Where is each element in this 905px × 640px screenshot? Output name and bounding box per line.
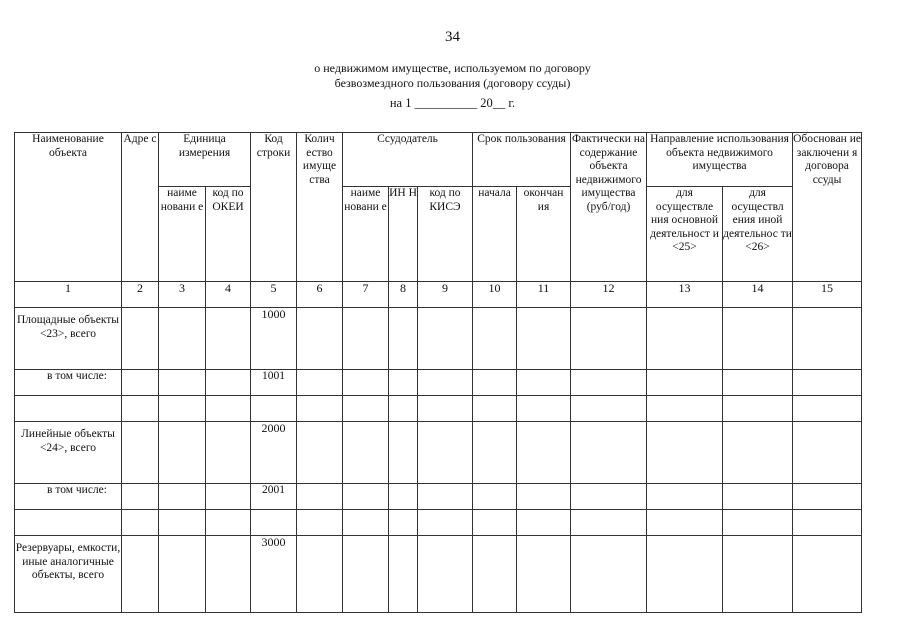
table-cell[interactable]: [297, 536, 343, 613]
table-cell[interactable]: [343, 484, 389, 510]
header-row-1: [15, 133, 862, 187]
table-cell[interactable]: [418, 510, 473, 536]
header-name: Наименование объекта: [15, 133, 122, 282]
table-cell[interactable]: [571, 396, 647, 422]
column-number: 4: [206, 282, 251, 308]
table-cell[interactable]: [793, 370, 862, 396]
row-code-1001: 1001: [251, 370, 297, 396]
table-cell[interactable]: [122, 510, 159, 536]
header-lender-name: наиме новани е: [343, 187, 389, 282]
subtitle-line-1: о недвижимом имуществе, используемом по договору: [314, 61, 591, 75]
column-number: 5: [251, 282, 297, 308]
header-unit-name: наиме новани е: [159, 187, 206, 282]
table-cell[interactable]: [793, 308, 862, 370]
table-cell[interactable]: [206, 536, 251, 613]
column-number: 1: [15, 282, 122, 308]
table-cell[interactable]: [343, 308, 389, 370]
table-cell[interactable]: [343, 510, 389, 536]
table-row: [15, 484, 862, 510]
table-cell[interactable]: [793, 484, 862, 510]
header-term-end: окончан ия: [517, 187, 571, 282]
column-number: 6: [297, 282, 343, 308]
table-cell[interactable]: [389, 308, 418, 370]
column-number: 13: [647, 282, 723, 308]
table-cell[interactable]: [343, 422, 389, 484]
table-cell[interactable]: [297, 396, 343, 422]
table-cell[interactable]: [793, 510, 862, 536]
table-cell[interactable]: [571, 308, 647, 370]
table-cell[interactable]: [206, 510, 251, 536]
row-label-including-2: в том числе:: [15, 484, 122, 510]
row-label-including-1: в том числе:: [15, 370, 122, 396]
table-cell[interactable]: [793, 536, 862, 613]
table-cell[interactable]: [571, 536, 647, 613]
column-number-row: [15, 282, 862, 308]
table-cell[interactable]: [647, 510, 723, 536]
table-cell[interactable]: [389, 370, 418, 396]
report-date-line: на 1 __________ 20__ г.: [389, 96, 516, 110]
table-cell[interactable]: [647, 536, 723, 613]
table-cell[interactable]: [517, 510, 571, 536]
table-cell[interactable]: [15, 396, 122, 422]
column-number: 8: [389, 282, 418, 308]
row-code-2001: 2001: [251, 484, 297, 510]
table-cell[interactable]: [473, 370, 517, 396]
table-cell[interactable]: [251, 510, 297, 536]
table-cell[interactable]: [159, 370, 206, 396]
table-cell[interactable]: [343, 536, 389, 613]
table-cell[interactable]: [159, 422, 206, 484]
table-cell[interactable]: [206, 484, 251, 510]
table-cell[interactable]: [389, 422, 418, 484]
table-row: [15, 308, 862, 370]
table-cell[interactable]: [473, 484, 517, 510]
table-cell[interactable]: [571, 510, 647, 536]
table-cell[interactable]: [297, 308, 343, 370]
table-cell[interactable]: [473, 422, 517, 484]
table-cell[interactable]: [418, 484, 473, 510]
table-cell[interactable]: [122, 308, 159, 370]
header-lender: Ссудодатель: [343, 133, 473, 187]
header-address: Адре с: [122, 133, 159, 282]
header-justification: Обоснован ие заключени я договора ссуды: [793, 133, 862, 282]
table-cell[interactable]: [647, 396, 723, 422]
table-cell[interactable]: [418, 422, 473, 484]
table-cell[interactable]: [473, 510, 517, 536]
table-cell[interactable]: [251, 396, 297, 422]
table-cell[interactable]: [389, 510, 418, 536]
table-cell[interactable]: [418, 308, 473, 370]
table-cell[interactable]: [159, 308, 206, 370]
column-number: 2: [122, 282, 159, 308]
table-cell[interactable]: [389, 536, 418, 613]
header-term-start: начала: [473, 187, 517, 282]
header-unit: Единица измерения: [159, 133, 251, 187]
header-direction: Направление использования объекта недвижимого имущества: [647, 133, 793, 187]
table-cell[interactable]: [723, 536, 793, 613]
table-cell[interactable]: [206, 396, 251, 422]
table-cell[interactable]: [297, 422, 343, 484]
table-cell[interactable]: [122, 422, 159, 484]
column-number: 14: [723, 282, 793, 308]
header-row-code: Код строки: [251, 133, 297, 282]
table-cell[interactable]: [723, 396, 793, 422]
column-number: 15: [793, 282, 862, 308]
table-cell[interactable]: [723, 308, 793, 370]
table-cell[interactable]: [473, 536, 517, 613]
table-cell[interactable]: [647, 422, 723, 484]
header-actual-costs: Фактически на содержание объекта недвижимого имущества (руб/год): [571, 133, 647, 282]
table-cell[interactable]: [517, 308, 571, 370]
table-cell[interactable]: [206, 308, 251, 370]
column-number: 10: [473, 282, 517, 308]
header-lender-inn: ИН Н: [389, 187, 418, 282]
table-cell[interactable]: [793, 422, 862, 484]
row-code-2000: 2000: [251, 422, 297, 484]
table-cell[interactable]: [723, 484, 793, 510]
column-number: 3: [159, 282, 206, 308]
column-number: 11: [517, 282, 571, 308]
table-cell[interactable]: [122, 536, 159, 613]
column-number: 9: [418, 282, 473, 308]
table-cell[interactable]: [343, 396, 389, 422]
table-cell[interactable]: [122, 484, 159, 510]
table-cell[interactable]: [647, 370, 723, 396]
table-cell[interactable]: [389, 484, 418, 510]
header-lender-kise: код по КИСЭ: [418, 187, 473, 282]
row-label-reservoirs: Резервуары, емкости, иные аналогичные объекты, всего: [15, 536, 122, 613]
row-code-3000: 3000: [251, 536, 297, 613]
row-code-1000: 1000: [251, 308, 297, 370]
table-cell[interactable]: [723, 510, 793, 536]
header-direction-other: для осуществл ения иной деятельнос ти <26>: [723, 187, 793, 282]
header-direction-main: для осуществле ния основной деятельност и <25>: [647, 187, 723, 282]
table-cell[interactable]: [571, 370, 647, 396]
table-cell[interactable]: [517, 536, 571, 613]
table-cell[interactable]: [473, 308, 517, 370]
table-cell[interactable]: [418, 536, 473, 613]
table-row: [15, 370, 862, 396]
table-cell[interactable]: [517, 396, 571, 422]
table-cell[interactable]: [473, 396, 517, 422]
table-cell[interactable]: [297, 370, 343, 396]
table-cell[interactable]: [297, 510, 343, 536]
table-cell[interactable]: [517, 484, 571, 510]
table-cell[interactable]: [418, 396, 473, 422]
table-row: [15, 510, 862, 536]
table-cell[interactable]: [206, 422, 251, 484]
property-table: [14, 132, 862, 613]
table-cell[interactable]: [343, 370, 389, 396]
table-cell[interactable]: [159, 510, 206, 536]
table-cell[interactable]: [15, 510, 122, 536]
page-number: 34: [445, 29, 460, 45]
table-cell[interactable]: [517, 370, 571, 396]
table-cell[interactable]: [159, 536, 206, 613]
table-cell[interactable]: [122, 370, 159, 396]
table-cell[interactable]: [206, 370, 251, 396]
header-term: Срок пользования: [473, 133, 571, 187]
table-cell[interactable]: [159, 484, 206, 510]
table-cell[interactable]: [723, 422, 793, 484]
row-label-area: Площадные объекты <23>, всего: [15, 308, 122, 370]
column-number: 7: [343, 282, 389, 308]
table-cell[interactable]: [418, 370, 473, 396]
row-label-linear: Линейные объекты <24>, всего: [15, 422, 122, 484]
table-cell[interactable]: [647, 308, 723, 370]
table-cell[interactable]: [571, 422, 647, 484]
table-cell[interactable]: [159, 396, 206, 422]
table-row: [15, 536, 862, 613]
table-cell[interactable]: [571, 484, 647, 510]
table-cell[interactable]: [122, 396, 159, 422]
table-cell[interactable]: [517, 422, 571, 484]
table-cell[interactable]: [723, 370, 793, 396]
header-quantity: Колич ество имуще ства: [297, 133, 343, 282]
column-number: 12: [571, 282, 647, 308]
form-subtitle: [0, 61, 905, 90]
table-cell[interactable]: [297, 484, 343, 510]
table-cell[interactable]: [647, 484, 723, 510]
table-cell[interactable]: [389, 396, 418, 422]
table-row: [15, 396, 862, 422]
header-unit-okei: код по ОКЕИ: [206, 187, 251, 282]
table-cell[interactable]: [793, 396, 862, 422]
subtitle-line-2: безвозмездного пользования (договору ссуды): [334, 75, 571, 90]
table-row: [15, 422, 862, 484]
